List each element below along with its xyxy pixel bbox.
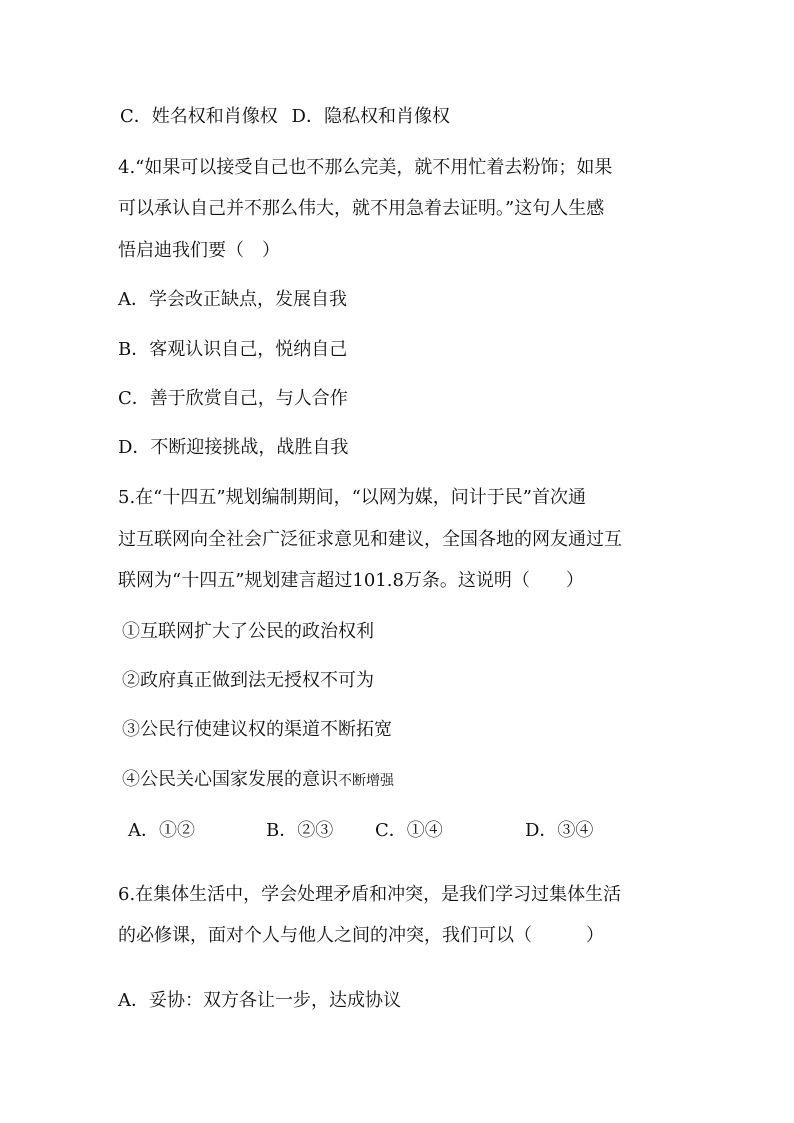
q6-option-a: A．妥协：双方各让一步，达成协议 [118, 990, 401, 1011]
q6-stem-line-1: 6.在集体生活中，学会处理矛盾和冲突，是我们学习过集体生活 [118, 884, 622, 905]
q5-statement-4-tail: 不断增强 [338, 773, 394, 789]
q4-stem-line-1: 4.“如果可以接受自己也不那么完美，就不用忙着去粉饰；如果 [118, 157, 613, 178]
q5-option-d: D．③④ [525, 820, 594, 841]
q5-statement-4 [122, 767, 394, 794]
q5-statement-2: ②政府真正做到法无授权不可为 [122, 670, 374, 691]
q4-option-d: D．不断迎接挑战，战胜自我 [118, 437, 349, 458]
q5-option-c: C．①④ [375, 820, 443, 841]
q5-stem-line-2: 过互联网向全社会广泛征求意见和建议，全国各地的网友通过互 [118, 529, 622, 550]
q3-option-row [120, 104, 450, 130]
q5-option-b: B．②③ [266, 820, 334, 841]
q5-statement-4-main: ④公民关心国家发展的意识 [122, 769, 338, 790]
q5-statement-3: ③公民行使建议权的渠道不断拓宽 [122, 719, 392, 740]
q5-stem-line-3: 联网为“十四五”规划建言超过101.8万条。这说明（ ） [118, 570, 584, 591]
q4-stem-line-3: 悟启迪我们要（ ） [118, 240, 280, 261]
q3-option-d: D．隐私权和肖像权 [291, 106, 450, 127]
q5-option-a: A．①② [128, 820, 195, 841]
q3-option-c: C．姓名权和肖像权 [120, 106, 278, 127]
q4-option-b: B．客观认识自己，悦纳自己 [118, 339, 348, 360]
q6-stem-line-2: 的必修课，面对个人与他人之间的冲突，我们可以（ ） [118, 925, 604, 946]
q4-option-c: C．善于欣赏自己，与人合作 [118, 388, 348, 409]
q5-stem-line-1: 5.在“十四五”规划编制期间，“以网为媒，问计于民”首次通 [118, 487, 586, 508]
q5-statement-1: ①互联网扩大了公民的政治权利 [122, 621, 374, 642]
q4-stem-line-2: 可以承认自己并不那么伟大，就不用急着去证明。”这句人生感 [118, 198, 605, 219]
q4-option-a: A．学会改正缺点，发展自我 [118, 289, 347, 310]
